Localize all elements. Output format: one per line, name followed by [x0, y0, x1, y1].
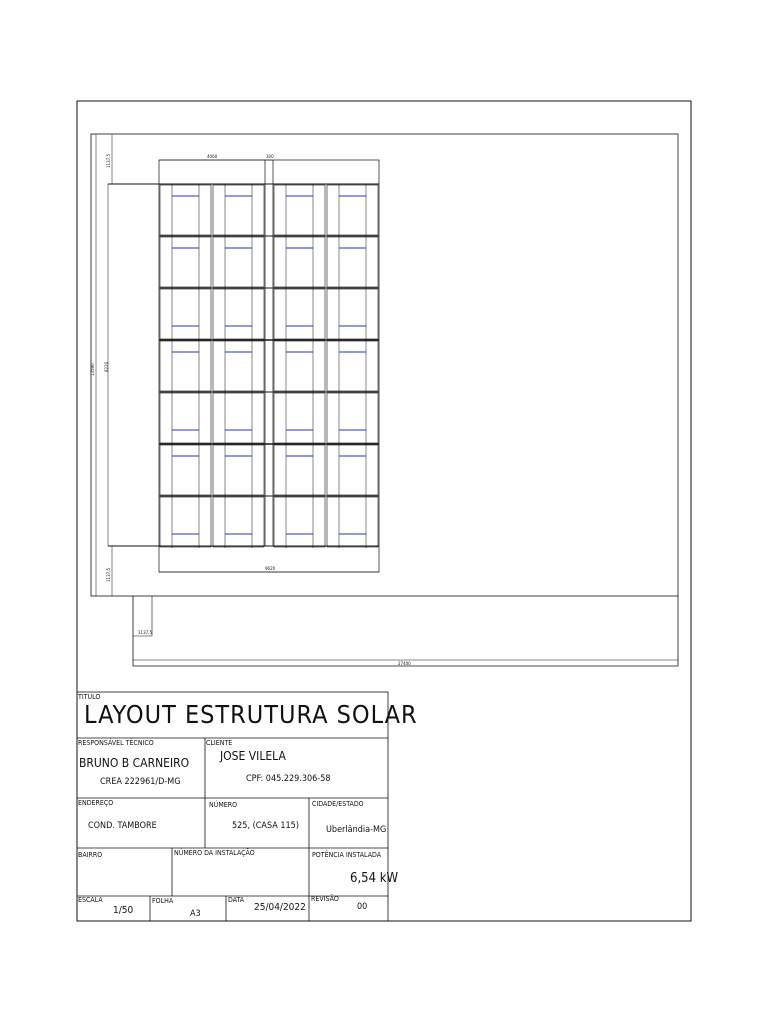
solar-panel — [274, 341, 325, 391]
solar-panel — [274, 393, 325, 443]
dim-left-edge-bottom: 1137,5 — [106, 568, 111, 582]
solar-panel — [160, 289, 211, 339]
solar-panel — [327, 289, 378, 339]
dim-top-gap: 300 — [266, 154, 274, 159]
solar-panel — [327, 341, 378, 391]
folha-label: FOLHA — [152, 897, 174, 905]
dim-top-module-width: 4060 — [207, 154, 218, 159]
solar-panel — [274, 185, 325, 235]
numero-value: 525, (CASA 115) — [232, 821, 299, 831]
solar-panel — [213, 497, 264, 547]
bairro-label: BAIRRO — [78, 851, 103, 859]
escala-value: 1/50 — [113, 905, 134, 916]
solar-panel — [213, 393, 264, 443]
cliente-label: CLIENTE — [206, 739, 233, 747]
solar-panel — [213, 237, 264, 287]
crea-number: CREA 222961/D-MG — [100, 777, 181, 787]
solar-panel — [327, 237, 378, 287]
numero-label: NÚMERO — [209, 801, 238, 809]
solar-panel-grid — [159, 184, 379, 548]
solar-panel — [160, 185, 211, 235]
cliente-cpf: CPF: 045.229.306-58 — [246, 774, 331, 784]
dim-left-total-height: 13590 — [90, 363, 95, 376]
dim-left-modules-height: 8220 — [104, 361, 109, 372]
data-label: DATA — [228, 896, 245, 904]
solar-panel — [274, 237, 325, 287]
solar-panel — [160, 237, 211, 287]
dimension-lines — [96, 134, 678, 660]
solar-panel — [274, 445, 325, 495]
cidade-value: Uberlândia-MG — [326, 825, 387, 835]
solar-panel — [213, 445, 264, 495]
solar-panel — [327, 445, 378, 495]
solar-panel — [160, 393, 211, 443]
solar-panel — [213, 341, 264, 391]
solar-panel — [213, 185, 264, 235]
solar-panel — [160, 445, 211, 495]
solar-panel — [213, 289, 264, 339]
dim-bottom-left-offset: 1137,5 — [138, 630, 152, 635]
responsavel-name: BRUNO B CARNEIRO — [79, 756, 190, 770]
solar-panel — [327, 497, 378, 547]
solar-panel — [274, 289, 325, 339]
solar-panel — [274, 497, 325, 547]
endereco-label: ENDEREÇO — [78, 799, 114, 807]
dim-bottom-total-width: 9620 — [265, 566, 276, 571]
folha-value: A3 — [190, 909, 201, 919]
potencia-label: POTÊNCIA INSTALADA — [312, 851, 382, 859]
roof-extension — [133, 596, 678, 666]
solar-panel — [327, 185, 378, 235]
revisao-label: REVISÃO — [311, 895, 339, 903]
titulo-label: TITULO — [78, 693, 101, 701]
cliente-name: JOSE VILELA — [220, 749, 286, 763]
dim-roof-total-width: 27400 — [398, 661, 411, 666]
endereco-value: COND. TAMBORE — [88, 821, 157, 831]
dim-left-edge-top: 1137,5 — [106, 154, 111, 168]
solar-panel — [160, 341, 211, 391]
roof-outline — [91, 134, 678, 596]
solar-panel — [327, 393, 378, 443]
potencia-value: 6,54 kW — [350, 871, 399, 886]
drawing-title: LAYOUT ESTRUTURA SOLAR — [84, 700, 418, 729]
cidade-label: CIDADE/ESTADO — [312, 800, 364, 808]
escala-label: ESCALA — [78, 896, 103, 904]
structure-frame — [159, 160, 379, 572]
responsavel-label: RESPONSÁVEL TÉCNICO — [78, 739, 154, 747]
data-value: 25/04/2022 — [254, 902, 306, 913]
instalacao-label: NÚMERO DA INSTALAÇÃO — [174, 849, 255, 857]
revisao-value: 00 — [357, 902, 368, 912]
solar-panel — [160, 497, 211, 547]
